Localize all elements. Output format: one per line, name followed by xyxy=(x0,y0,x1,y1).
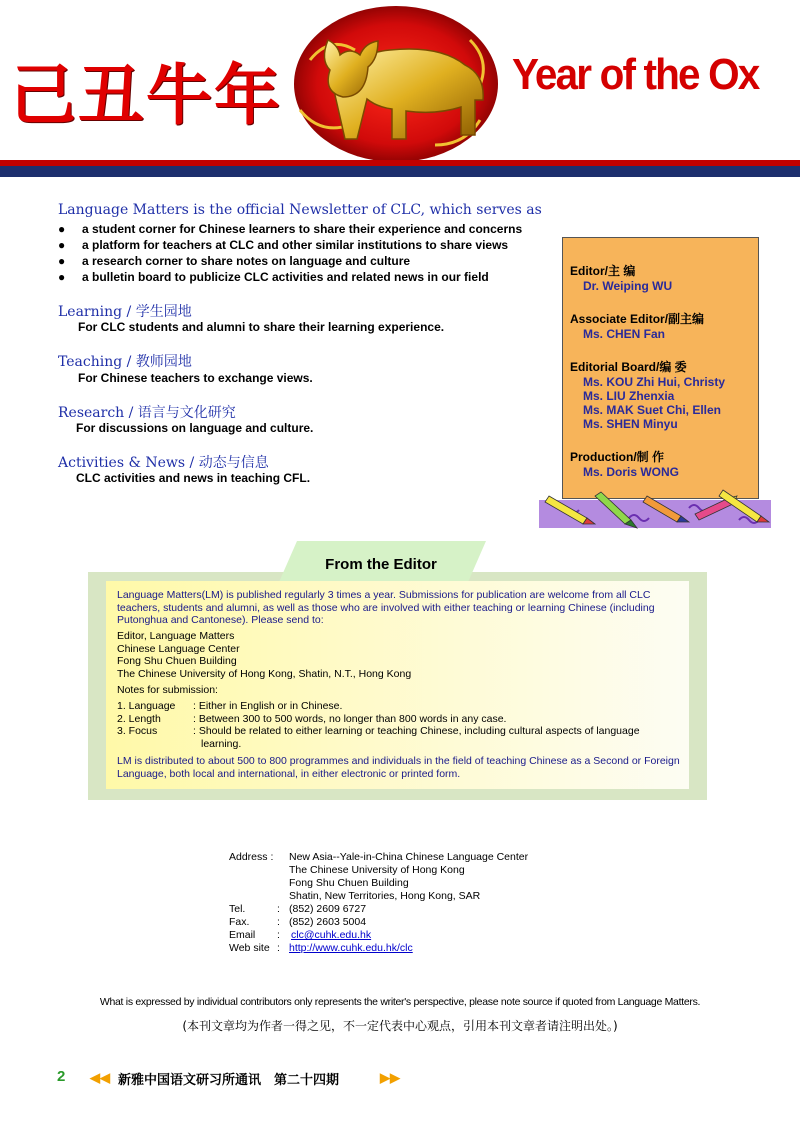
email-link[interactable]: clc@cuhk.edu.hk xyxy=(291,929,372,941)
section-desc-learning: For CLC students and alumni to share their learning experience. xyxy=(78,320,445,334)
section-desc-teaching: For Chinese teachers to exchange views. xyxy=(78,371,313,385)
tel-value: (852) 2609 6727 xyxy=(289,903,367,915)
production-name: Ms. Doris WONG xyxy=(583,465,680,479)
section-title-teaching: Teaching / 教师园地 xyxy=(58,354,192,370)
section-desc-activities: CLC activities and news in teaching CFL. xyxy=(76,471,311,485)
from-editor-intro: Language Matters(LM) is published regularly 3 times a year. Submissions for publication are welcome from all CLC teachers, students and alumni, as well as those who are involved with either teaching or learning Chinese (including Putonghua and Cantonese). Please send to: xyxy=(117,589,655,626)
section-title-learning: Learning / 学生园地 xyxy=(58,304,192,320)
intro-bullets xyxy=(58,222,562,286)
list-item: ● a research corner to share notes on language and culture xyxy=(58,254,411,268)
section-title-activities: Activities & News / 动态与信息 xyxy=(58,455,269,471)
chinese-title: 己丑牛年 xyxy=(10,56,282,134)
assoc-editor-name: Ms. CHEN Fan xyxy=(583,327,666,341)
from-editor-title: From the Editor xyxy=(325,556,437,573)
board-role: Editorial Board/编 委 xyxy=(570,360,687,374)
list-item: 3. Focus : Should be related to either learning or teaching Chinese, including cultural aspects of language learning. xyxy=(117,725,640,750)
crayons-decoration-icon xyxy=(539,484,771,530)
footer-title: 新雅中国语文研习所通讯 第二十四期 xyxy=(118,1073,340,1088)
board-name: Ms. MAK Suet Chi, Ellen xyxy=(583,403,722,417)
board-name: Ms. LIU Zhenxia xyxy=(583,389,675,403)
tel-label: Tel. xyxy=(229,903,246,915)
assoc-editor-role: Associate Editor/副主编 xyxy=(570,312,705,326)
distribution-note: LM is distributed to about 500 to 800 programmes and individuals in the field of teaching Chinese as a Second or Foreign Language, both local and international, in either electronic or printed form. xyxy=(117,755,680,780)
board-name: Ms. SHEN Minyu xyxy=(583,417,678,431)
web-label: Web site xyxy=(229,942,270,954)
header-banner xyxy=(0,0,800,180)
english-title: Year of the Ox xyxy=(512,50,759,99)
notes-label: Notes for submission: xyxy=(117,684,218,696)
editorial-list xyxy=(570,262,725,479)
right-arrows-icon: ▶▶ xyxy=(380,1070,400,1085)
header-stripe-navy xyxy=(0,166,800,177)
production-role: Production/制 作 xyxy=(570,450,664,464)
intro-lead: Language Matters is the official Newsletter of CLC, which serves as xyxy=(58,202,542,218)
page-number: 2 xyxy=(57,1068,66,1085)
address-label: Address : xyxy=(229,851,274,863)
disclaimer-chinese: (本刊文章均为作者一得之见，不一定代表中心观点，引用本刊文章者请注明出处。) xyxy=(182,1019,618,1033)
list-item: 1. Language : Either in English or in Chinese. xyxy=(117,700,343,712)
editor-role: Editor/主 编 xyxy=(570,264,636,278)
list-item: 2. Length : Between 300 to 500 words, no longer than 800 words in any case. xyxy=(117,712,507,725)
list-item: ● a platform for teachers at CLC and other similar institutions to share views xyxy=(58,238,509,252)
website-link[interactable]: http://www.cuhk.edu.hk/clc xyxy=(289,942,413,954)
list-item: ● a bulletin board to publicize CLC activities and related news in our field xyxy=(58,270,489,284)
contact-block: Address : New Asia--Yale-in-China Chinese Language Center The Chinese University of Hong Kong Fong Shu Chuen Building Shatin, New Territories, Hong Kong, SAR Tel. : (852) 2609 6727 Fax. : (852) 2603 5004 Email : clc@cuhk.edu.hk Web site : http://www.cuhk.edu.hk/clc xyxy=(229,851,529,954)
email-label: Email xyxy=(229,929,256,941)
board-name: Ms. KOU Zhi Hui, Christy xyxy=(583,375,726,389)
address-lines: New Asia--Yale-in-China Chinese Language Center The Chinese University of Hong Kong Fong Shu Chuen Building Shatin, New Territories, Hong Kong, SAR xyxy=(289,851,529,902)
fax-label: Fax. xyxy=(229,916,250,928)
section-desc-research: For discussions on language and culture. xyxy=(76,421,314,435)
list-item: ● a student corner for Chinese learners to share their experience and concerns xyxy=(58,222,523,236)
disclaimer-english: What is expressed by individual contributors only represents the writer's perspective, please note source if quoted from Language Matters. xyxy=(99,996,701,1008)
editor-name: Dr. Weiping WU xyxy=(583,279,673,293)
fax-value: (852) 2603 5004 xyxy=(289,916,367,928)
left-arrows-icon: ◀◀ xyxy=(90,1070,110,1085)
submission-notes xyxy=(117,700,680,750)
section-title-research: Research / 语言与文化研究 xyxy=(58,405,236,421)
submission-address: Editor, Language Matters Chinese Language Center Fong Shu Chuen Building The Chinese University of Hong Kong, Shatin, N.T., Hong Kong Notes for submission: xyxy=(117,630,680,697)
